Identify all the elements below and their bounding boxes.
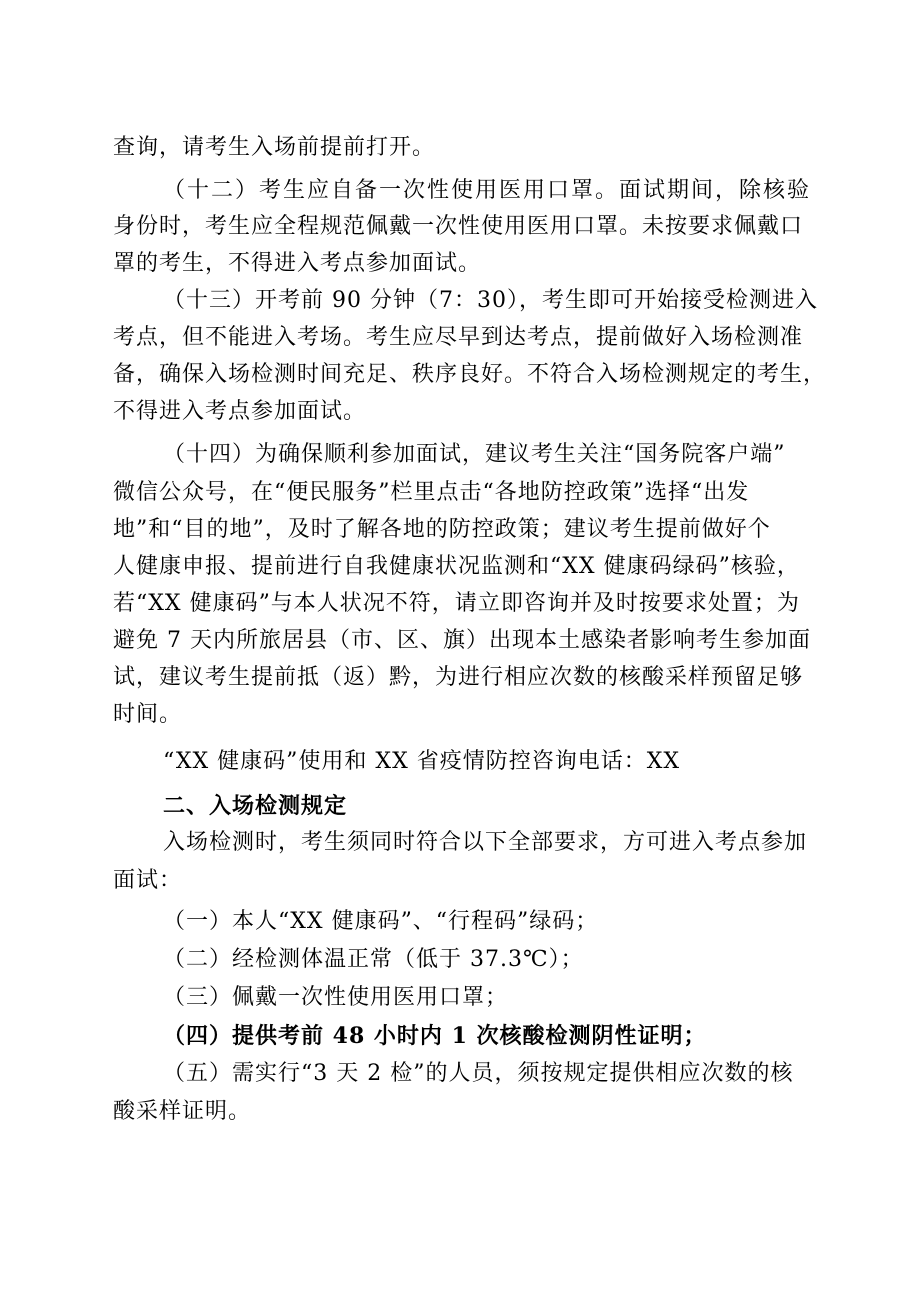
paragraph-13-start: （十三）开考前 90 分钟（7：30），考生即可开始接受检测进入 (163, 288, 818, 313)
text-line: 避免 7 天内所旅居县（市、区、旗）出现本土感染者影响考生参加面 (113, 628, 811, 653)
text-line: 地”和“目的地”，及时了解各地的防控政策；建议考生提前做好个 (113, 517, 771, 542)
paragraph-14-start: （十四）为确保顺利参加面试，建议考生关注“国务院客户端” (163, 442, 786, 467)
text-line: 查询，请考生入场前提前打开。 (113, 135, 436, 160)
requirement-4: （四）提供考前 48 小时内 1 次核酸检测阴性证明； (163, 1023, 707, 1049)
text-line: 备，确保入场检测时间充足、秩序良好。不符合入场检测规定的考生， (113, 362, 827, 387)
text-line: 身份时，考生应全程规范佩戴一次性使用医用口罩。未按要求佩戴口 (113, 214, 804, 239)
text-line: 罩的考生，不得进入考点参加面试。 (113, 251, 482, 276)
paragraph-12-start: （十二）考生应自备一次性使用医用口罩。面试期间，除核验 (163, 178, 812, 203)
text-line: 考点，但不能进入考场。考生应尽早到达考点，提前做好入场检测准 (113, 325, 804, 350)
text-line: 试，建议考生提前抵（返）黔，为进行相应次数的核酸采样预留足够 (113, 665, 804, 690)
requirement-3: （三）佩戴一次性使用医用口罩； (163, 985, 509, 1010)
requirement-1: （一）本人“XX 健康码”、“行程码”绿码； (163, 909, 599, 934)
text-line: 不得进入考点参加面试。 (113, 399, 367, 424)
hotline-line: “XX 健康码”使用和 XX 省疫情防控咨询电话：XX (163, 749, 681, 774)
text-line: 酸采样证明。 (113, 1099, 252, 1124)
text-line: 微信公众号，在“便民服务”栏里点击“各地防控政策”选择“出发 (113, 480, 750, 505)
text-line: 人健康申报、提前进行自我健康状况监测和“XX 健康码绿码”核验， (113, 554, 800, 579)
text-line: 面试： (113, 868, 183, 893)
section-heading: 二、入场检测规定 (163, 793, 348, 819)
text-line: 若“XX 健康码”与本人状况不符，请立即咨询并及时按要求处置；为 (113, 591, 800, 616)
text-line: 时间。 (113, 702, 183, 727)
requirement-2: （二）经检测体温正常（低于 37.3℃）； (163, 947, 584, 972)
requirement-5: （五）需实行“3 天 2 检”的人员，须按规定提供相应次数的核 (163, 1061, 794, 1086)
section-intro: 入场检测时，考生须同时符合以下全部要求，方可进入考点参加 (163, 830, 808, 855)
